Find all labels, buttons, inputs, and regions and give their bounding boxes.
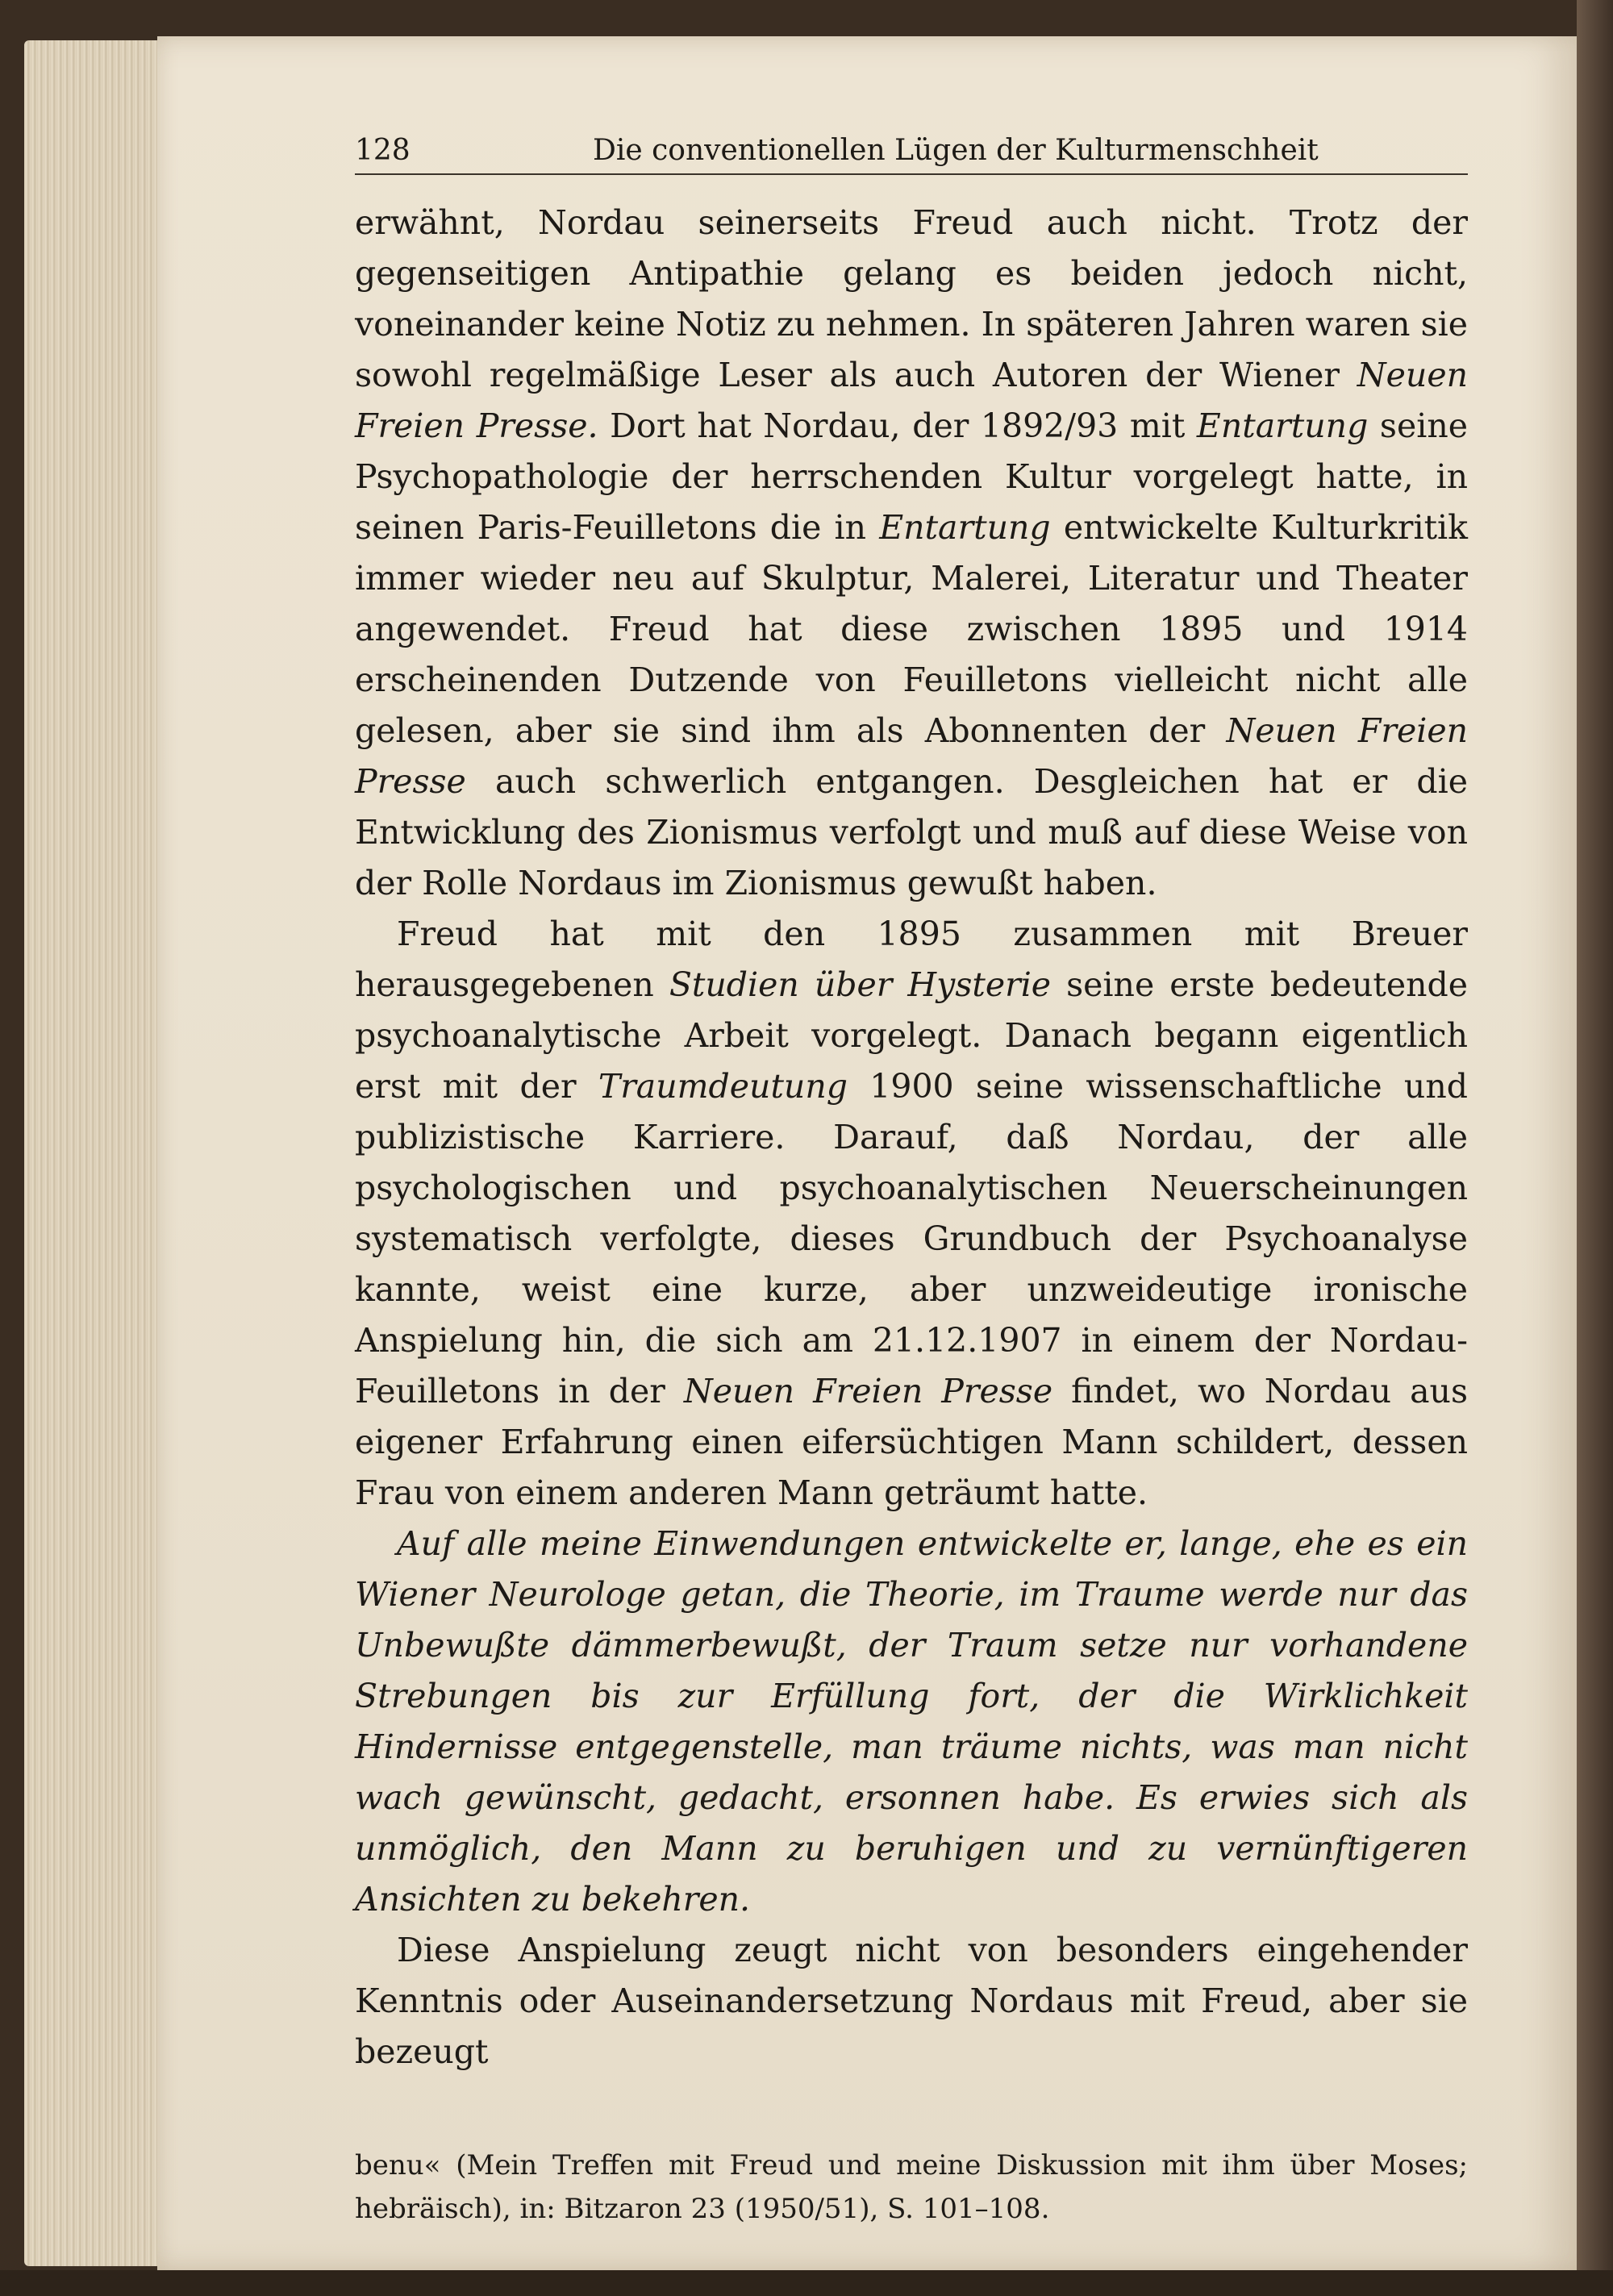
- text-segment: findet, wo Nordau aus eigener Erfahrung einen eifersüchtigen Mann schildert, dessen Frau von einem anderen Mann geträumt hatte.: [355, 1372, 1469, 1512]
- text-segment: Freud hat mit den 1895 zusammen mit Breuer herausgegebenen: [355, 915, 1468, 1004]
- page-edges: [24, 40, 161, 2266]
- block-quote: [355, 1519, 1468, 1925]
- body-text: [355, 198, 1468, 2077]
- italic-title: Entartung: [879, 508, 1051, 547]
- text-segment: Diese Anspielung zeugt nicht von besonders eingehender Kenntnis oder Auseinandersetzung Nordaus mit Freud, aber sie bezeugt: [355, 1931, 1468, 2071]
- text-segment: erwähnt, Nordau seinerseits Freud auch nicht. Trotz der gegenseitigen Antipathie gelang es beiden jedoch nicht, voneinander keine Notiz zu nehmen. In späteren Jahren waren sie sowohl regelmäßige Leser als auch Autoren der Wiener: [355, 203, 1468, 394]
- paragraph-1: [355, 198, 1468, 909]
- text-segment: 1900 seine wissenschaftliche und publizistische Karriere. Darauf, daß Nordau, der alle psychologischen und psychoanalytischen Neuerscheinungen systematisch verfolgte, dieses Grundbuch der Psychoanalyse kannte, weist eine kurze, aber unzweideutige ironische Anspielung hin, die sich am 21.12.1907 in einem der Nordau-Feuilletons in der: [355, 1067, 1468, 1411]
- italic-title: Neuen Freien Presse: [683, 1372, 1053, 1411]
- paragraph-4: [355, 1925, 1468, 2077]
- book-spine: [1577, 0, 1613, 2296]
- paragraph-2: [355, 909, 1468, 1519]
- text-segment: auch schwerlich entgangen. Desgleichen hat er die Entwicklung des Zionismus verfolgt und muß auf diese Weise von der Rolle Nordaus im Zionismus gewußt haben.: [355, 762, 1468, 902]
- page-content: [355, 125, 1468, 2231]
- text-segment: entwickelte Kulturkritik immer wieder neu auf Skulptur, Malerei, Literatur und Theater angewendet. Freud hat diese zwischen 1895 und 1914 erscheinenden Dutzende von Feuilletons vielleicht nicht alle gelesen, aber sie sind ihm als Abonnenten der: [355, 508, 1468, 750]
- page-number: 128: [355, 134, 411, 167]
- footnote: benu« (Mein Treffen mit Freud und meine Diskussion mit ihm über Moses; hebräisch), in: Bitzaron 23 (1950/51), S. 101–108.: [355, 2149, 1468, 2225]
- text-segment: seine Psychopathologie der herrschenden Kultur vorgelegt hatte, in seinen Paris-Feuilletons die in: [355, 406, 1469, 547]
- running-header: [355, 125, 1468, 175]
- running-title: Die conventionellen Lügen der Kulturmenschheit: [593, 134, 1319, 167]
- italic-title: Neuen Freien Presse: [355, 711, 1468, 801]
- italic-title: Neuen Freien Presse.: [355, 356, 1468, 445]
- text-segment: seine erste bedeutende psychoanalytische Arbeit vorgelegt. Danach begann eigentlich erst mit der: [355, 965, 1469, 1106]
- italic-title: Traumdeutung: [598, 1067, 848, 1106]
- scan-background: [0, 2270, 1613, 2296]
- italic-title: Studien über Hysterie: [669, 965, 1052, 1004]
- text-segment: Dort hat Nordau, der 1892/93 mit: [598, 406, 1197, 445]
- italic-title: Entartung: [1196, 406, 1369, 445]
- quote-text: Auf alle meine Einwendungen entwickelte er, lange, ehe es ein Wiener Neurologe getan, die Theorie, im Traume werde nur das Unbewußte dämmerbewußt, der Traum setze nur vorhandene Strebungen bis zur Erfüllung fort, der die Wirklichkeit Hindernisse entgegenstelle, man träume nichts, was man nicht wach gewünscht, gedacht, ersonnen habe. Es erwies sich als unmöglich, den Mann zu beruhigen und zu vernünftigeren Ansichten zu bekehren.: [355, 1524, 1468, 1919]
